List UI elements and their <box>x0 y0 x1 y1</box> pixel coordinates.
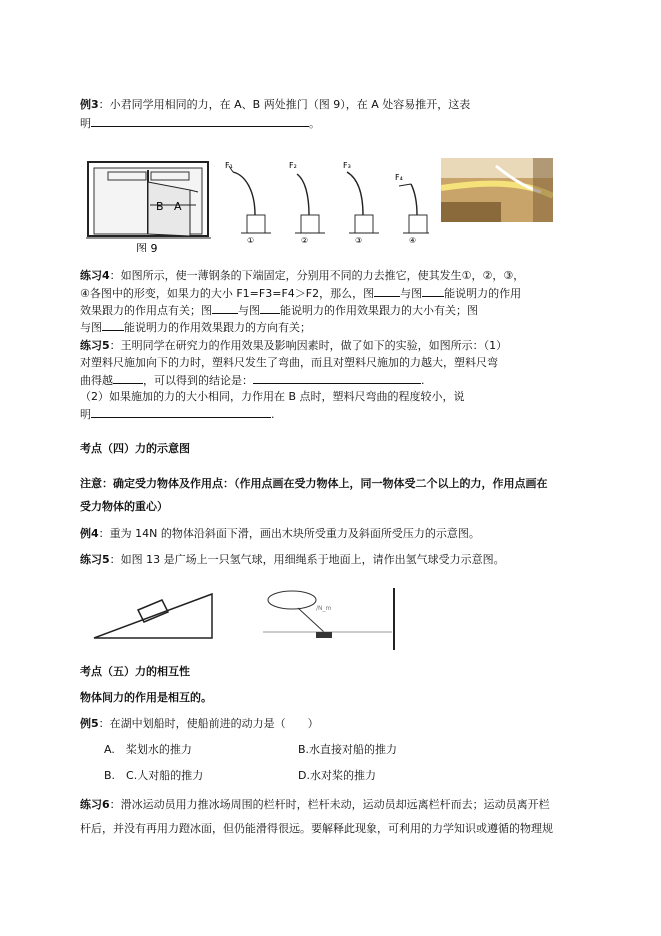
pr5a-text2: 对塑料尺施加向下的力时，塑料尺发生了弯曲，而且对塑料尺施加的力越大，塑料尺弯 <box>80 356 498 369</box>
ex5-option-d[interactable]: D.水对桨的推力 <box>298 769 376 782</box>
pr4-text3b: 与图 <box>238 304 260 317</box>
answer-blank[interactable] <box>102 319 124 331</box>
f3-label: F₃ <box>343 161 351 170</box>
ex3-line1 <box>80 97 470 113</box>
ex5-text: ：在湖中划船时，使船前进的动力是（ ） <box>98 717 319 730</box>
answer-blank[interactable] <box>374 285 400 297</box>
steel-strip-figures <box>225 160 430 245</box>
ex3-text2: 明 <box>80 117 91 130</box>
answer-blank[interactable] <box>422 285 444 297</box>
ex5-option-a[interactable]: A. 桨划水的推力 <box>104 743 192 756</box>
pr5a-text5b: . <box>271 408 275 421</box>
pr5b-label: 练习5 <box>80 553 110 566</box>
pr5a-text3b: ，可以得到的结论是： <box>143 374 253 387</box>
kp4-note2: 受力物体的重心） <box>80 500 168 513</box>
pr4-line3 <box>80 302 478 319</box>
kp5-title: 考点（五）力的相互性 <box>80 665 190 678</box>
pr5a-text3a: 曲得越 <box>80 374 113 387</box>
pr4-line1 <box>80 268 524 284</box>
answer-blank[interactable] <box>91 406 271 418</box>
num-3: ③ <box>355 236 363 245</box>
pr4-text2b: 与图 <box>400 287 423 300</box>
incline-figure <box>92 588 217 640</box>
pr4-text3c: 能说明力的作用效果跟力的大小有关；图 <box>280 304 478 317</box>
answer-blank[interactable] <box>113 372 143 384</box>
svg-text:/N_m: /N_m <box>316 605 332 612</box>
pr4-text4b: 能说明力的作用效果跟力的方向有关； <box>124 321 311 334</box>
answer-blank[interactable] <box>260 302 280 314</box>
door-label-b: B <box>156 200 164 213</box>
num-2: ② <box>301 236 309 245</box>
ex3-line2 <box>80 115 320 132</box>
pr5a-text3c: . <box>421 374 425 387</box>
ex4-line <box>80 526 480 542</box>
ex4-label: 例4 <box>80 527 99 540</box>
answer-blank[interactable] <box>212 302 238 314</box>
pr5b-text: ：如图 13 是广场上一只氢气球，用细绳系于地面上，请作出氢气球受力示意图。 <box>109 553 505 566</box>
door-label-a: A <box>174 200 182 213</box>
pr4-line2 <box>80 285 521 302</box>
pr4-text4a: 与图 <box>80 321 102 334</box>
pr4-label: 练习4 <box>80 269 110 282</box>
ex4-text: ：重为 14N 的物体沿斜面下滑，画出木块所受重力及斜面所受压力的示意图。 <box>98 527 480 540</box>
kp4-title: 考点（四）力的示意图 <box>80 442 190 455</box>
pr5a-line4 <box>80 389 465 405</box>
kp4-note1: 注意：确定受力物体及作用点：（作用点画在受力物体上，同一物体受二个以上的力，作用点画在 <box>80 477 548 490</box>
pr5a-text4: （2）如果施加的力的大小相同，力作用在 B 点时，塑料尺弯曲的程度较小，说 <box>80 390 465 403</box>
kp5-subtitle: 物体间力的作用是相互的。 <box>80 691 212 704</box>
ex5-option-c[interactable]: B. C.人对船的推力 <box>104 769 204 782</box>
pr5a-line5 <box>80 406 275 423</box>
pr5a-line1 <box>80 338 507 354</box>
pr6-label: 练习6 <box>80 798 110 811</box>
pr5a-text5a: 明 <box>80 408 91 421</box>
answer-blank[interactable] <box>91 115 309 127</box>
pr5a-label: 练习5 <box>80 339 110 352</box>
pr6-line1 <box>80 797 550 813</box>
f1-label: F₁ <box>225 161 233 170</box>
f4-label: F₄ <box>395 173 403 182</box>
pr4-text2c: 能说明力的作用 <box>444 287 522 300</box>
fig9-caption: 图 9 <box>136 242 158 252</box>
pr4-line4 <box>80 319 311 336</box>
pr5a-line2 <box>80 355 498 371</box>
num-1: ① <box>247 236 255 245</box>
balloon-figure <box>258 588 398 650</box>
answer-blank[interactable] <box>253 372 421 384</box>
ex5-option-b[interactable]: B.水直接对船的推力 <box>298 743 398 756</box>
pr4-text2a: ④各图中的形变，如果力的大小 F1=F3=F4＞F2，那么，图 <box>80 287 375 300</box>
ex3-text2-end: 。 <box>309 117 320 130</box>
ruler-photo <box>441 158 553 222</box>
f2-label: F₂ <box>289 161 297 170</box>
ex3-text1: ：小君同学用相同的力，在 A、B 两处推门（图 9），在 A 处容易推开，这表 <box>98 98 471 111</box>
pr4-text1: ：如图所示，使一薄钢条的下端固定，分别用不同的力去推它，使其发生①，②，③， <box>109 269 525 282</box>
pr5a-text1: ：王明同学在研究力的作用效果及影响因素时，做了如下的实验，如图所示：（1） <box>109 339 508 352</box>
pr6-text1: ：滑冰运动员用力推冰场周围的栏杆时，栏杆未动，运动员却远离栏杆而去；运动员离开栏 <box>109 798 550 811</box>
num-4: ④ <box>409 236 417 245</box>
pr6-line2: 杆后，并没有再用力蹬冰面，但仍能滑得很远。要解释此现象，可利用的力学知识或遵循的物理规 <box>80 822 553 835</box>
pr5a-line3 <box>80 372 425 389</box>
door-figure <box>86 160 211 252</box>
pr4-text3a: 效果跟力的作用点有关；图 <box>80 304 212 317</box>
pr5b-line <box>80 552 505 568</box>
ex5-label: 例5 <box>80 717 99 730</box>
ex3-label: 例3 <box>80 98 99 111</box>
ex5-line <box>80 716 319 732</box>
